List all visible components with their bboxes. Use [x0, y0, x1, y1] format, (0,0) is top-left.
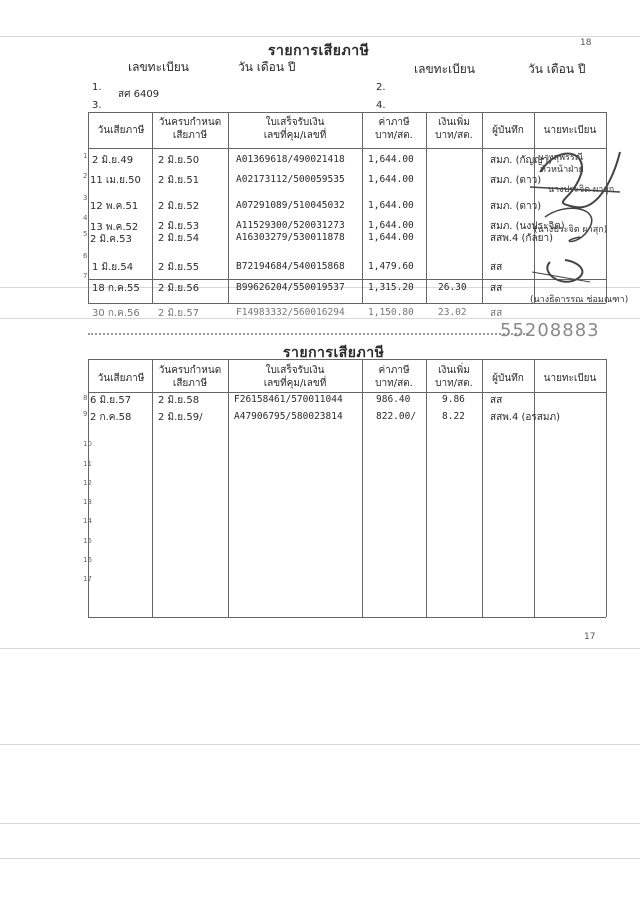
col-due-date: วันครบกำหนด เสียภาษี: [158, 117, 222, 141]
recorder-cell: สส: [490, 262, 503, 273]
col-tax: ค่าภาษี บาท/สต.: [375, 117, 413, 141]
registrar-line-2: หัวหน้าฝ่าย: [540, 165, 584, 175]
line4-number: 4.: [376, 100, 386, 111]
reg-header-left: เลขทะเบียน: [128, 60, 189, 74]
col-receipt: ใบเสร็จรับเงิน เลขที่คุม/เลขที่: [263, 365, 327, 389]
row-number: 1: [83, 152, 88, 160]
due-date-cell: 2 มิ.ย.54: [158, 233, 200, 244]
tax-cell: 986.40: [376, 394, 411, 405]
due-date-cell: 2 มิ.ย.50: [158, 155, 200, 166]
row-number: 17: [83, 575, 92, 583]
col-surcharge: เงินเพิ่ม บาท/สต.: [435, 365, 473, 389]
row-number: 14: [83, 517, 92, 525]
due-date-cell: 2 มิ.ย.55: [158, 262, 200, 273]
row-number: 10: [83, 440, 92, 448]
tax-cell: 1,644.00: [368, 232, 414, 243]
due-date-cell: 2 มิ.ย.56: [158, 283, 200, 294]
receipt-cell: A47906795/580023814: [234, 411, 343, 422]
date-header-right: วัน เดือน ปี: [528, 62, 586, 76]
tax-cell: 1,644.00: [368, 174, 414, 185]
tax-cell: 1,150.80: [368, 307, 414, 318]
col-tax: ค่าภาษี บาท/สต.: [375, 365, 413, 389]
col-paid-date: วันเสียภาษี: [97, 125, 145, 136]
tax-cell: 1,644.00: [368, 200, 414, 211]
col-due-date: วันครบกำหนด เสียภาษี: [158, 365, 222, 389]
recorder-cell: สส: [490, 395, 503, 406]
handwritten-signature-icon: [520, 132, 630, 302]
paid-date-cell: 2 ก.ค.58: [90, 412, 132, 423]
recorder-cell: สมภ. (ดาว): [490, 175, 542, 186]
registrar-line-1: นางสุพรรณี: [538, 153, 584, 163]
col-paid-date: วันเสียภาษี: [97, 373, 145, 384]
row-number: 5: [83, 230, 88, 238]
paid-date-cell: 13 พ.ค.52: [90, 222, 139, 233]
col-registrar: นายทะเบียน: [543, 125, 597, 136]
row-number: 13: [83, 498, 92, 506]
receipt-cell: B72194684/540015868: [236, 261, 345, 272]
row-number: 2: [83, 172, 88, 180]
surcharge-cell: 26.30: [438, 282, 467, 293]
bottom-title: รายการเสียภาษี: [283, 345, 385, 361]
registrar-line-4: (นางประจิต ผาสุก): [534, 225, 608, 235]
row-number: 16: [83, 556, 92, 564]
row-number: 12: [83, 479, 92, 487]
row-number: 4: [83, 214, 88, 222]
line2-number: 2.: [376, 82, 386, 93]
due-date-cell: 2 มิ.ย.52: [158, 201, 200, 212]
page-number-bottom: 17: [584, 632, 596, 642]
paid-date-cell: 18 ก.ค.55: [92, 283, 140, 294]
receipt-cell: A16303279/530011878: [236, 232, 345, 243]
tax-cell: 1,644.00: [368, 154, 414, 165]
tax-cell: 1,479.60: [368, 261, 414, 272]
strip-number: 55208883: [500, 320, 600, 341]
date-header-left: วัน เดือน ปี: [238, 60, 296, 74]
surcharge-cell: 9.86: [442, 394, 465, 405]
surcharge-cell: 23.02: [438, 307, 467, 318]
registration-number: สศ 6409: [118, 89, 160, 100]
due-date-cell: 2 มิ.ย.58: [158, 395, 200, 406]
paid-date-cell: 6 มิ.ย.57: [90, 395, 132, 406]
receipt-cell: B99626204/550019537: [236, 282, 345, 293]
row-number: 15: [83, 537, 92, 545]
row-number: 6: [83, 252, 88, 260]
surcharge-cell: 8.22: [442, 411, 465, 422]
recorder-cell: สมภ. (ดาว): [490, 201, 542, 212]
paid-date-cell: 2 มิ.ค.53: [90, 234, 132, 245]
due-date-cell: 2 มิ.ย.59/: [158, 412, 203, 423]
recorder-cell: สมภ. (นงประจิต): [490, 221, 565, 232]
paid-date-cell: 1 มิ.ย.54: [92, 262, 134, 273]
page-number-top: 18: [580, 38, 592, 48]
row-number: 9: [83, 410, 88, 418]
top-title: รายการเสียภาษี: [268, 43, 370, 59]
paid-date-cell: 2 มิ.ย.49: [92, 155, 134, 166]
row-number: 7: [83, 272, 88, 280]
row-number: 3: [83, 194, 88, 202]
col-receipt: ใบเสร็จรับเงิน เลขที่คุม/เลขที่: [263, 117, 327, 141]
receipt-cell: A07291089/510045032: [236, 200, 345, 211]
receipt-cell: F26158461/570011044: [234, 394, 343, 405]
recorder-cell: สสพ.4 (อรสมภ): [490, 412, 560, 423]
paid-date-cell: 30 ก.ค.56: [92, 308, 140, 319]
line1-number: 1.: [92, 82, 102, 93]
line3-number: 3.: [92, 100, 102, 111]
tax-cell: 822.00/: [376, 411, 417, 422]
tax-cell: 1,315.20: [368, 282, 414, 293]
registrar-line-3: นางประจิต ผาสุก: [548, 185, 615, 195]
tax-cell: 1,644.00: [368, 220, 414, 231]
recorder-cell: สสพ.4 (กัลยา): [490, 233, 553, 244]
recorder-cell: สส: [490, 308, 503, 319]
due-date-cell: 2 มิ.ย.53: [158, 221, 200, 232]
receipt-cell: A02173112/500059535: [236, 174, 345, 185]
row-number: 11: [83, 460, 92, 468]
due-date-cell: 2 มิ.ย.57: [158, 308, 200, 319]
paid-date-cell: 11 เม.ย.50: [90, 175, 141, 186]
recorder-cell: สมภ. (กัญญา): [490, 155, 553, 166]
col-registrar: นายทะเบียน: [543, 373, 597, 384]
receipt-cell: A01369618/490021418: [236, 154, 345, 165]
recorder-cell: สส: [490, 283, 503, 294]
row-number: 8: [83, 394, 88, 402]
registrar-line-5: (นางธิดารรณ ช่อมณฑา): [530, 295, 629, 305]
reg-header-right: เลขทะเบียน: [414, 62, 475, 76]
col-surcharge: เงินเพิ่ม บาท/สต.: [435, 117, 473, 141]
col-recorder: ผู้บันทึก: [492, 373, 524, 384]
col-recorder: ผู้บันทึก: [492, 125, 524, 136]
paid-date-cell: 12 พ.ค.51: [90, 201, 139, 212]
receipt-cell: A11529300/520031273: [236, 220, 345, 231]
due-date-cell: 2 มิ.ย.51: [158, 175, 200, 186]
receipt-cell: F14983332/560016294: [236, 307, 345, 318]
